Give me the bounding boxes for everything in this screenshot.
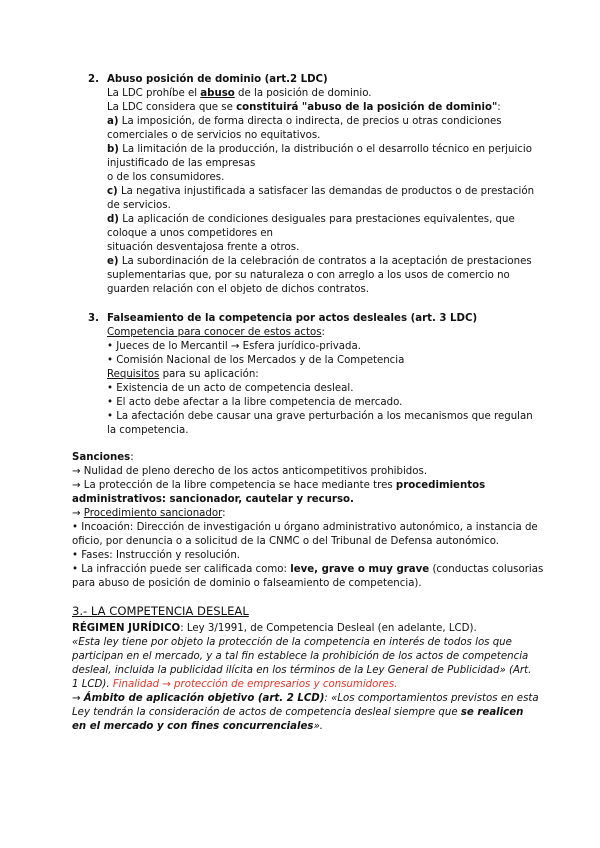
paragraph-line: Sanciones: — [72, 452, 134, 463]
quote-line: en el mercado y con fines concurrenciales». — [72, 721, 323, 732]
section-title: Abuso posición de dominio (art.2 LDC) — [107, 74, 328, 85]
paragraph-line: situación desventajosa frente a otros. — [107, 242, 300, 253]
bullet-item: • Fases: Instrucción y resolución. — [72, 550, 241, 561]
list-item-a: a) La imposición, de forma directa o indirecta, de precios u otras condiciones — [107, 116, 502, 127]
paragraph-line: → Nulidad de pleno derecho de los actos anticompetitivos prohibidos. — [72, 466, 428, 477]
list-item-c: c) La negativa injustificada a satisfacer las demandas de productos o de prestación — [107, 186, 535, 197]
section-number: 2. — [88, 74, 99, 85]
paragraph-line: coloque a unos competidores en — [107, 228, 274, 239]
quote-line: Ley tendrán la consideración de actos de competencia desleal siempre que se realicen — [72, 707, 524, 718]
finalidad-highlight: Finalidad → protección de empresarios y consumidores. — [112, 679, 398, 690]
paragraph-line: RÉGIMEN JURÍDICO: Ley 3/1991, de Competencia Desleal (en adelante, LCD). — [72, 623, 477, 634]
bullet-item: • Incoación: Dirección de investigación u órgano administrativo autonómico, a instancia de — [72, 522, 538, 533]
quote-line: 1 LCD). Finalidad → protección de empresarios y consumidores. — [72, 679, 398, 690]
paragraph-line: de servicios. — [107, 200, 171, 211]
paragraph-line: La LDC prohíbe el abuso de la posición de dominio. — [107, 88, 372, 99]
paragraph-line: guarden relación con el objeto de dichos contratos. — [107, 284, 369, 295]
list-item-b: b) La limitación de la producción, la distribución o el desarrollo técnico en perjuicio — [107, 144, 532, 155]
paragraph-line: → La protección de la libre competencia se hace mediante tres procedimientos — [72, 480, 486, 491]
bullet-item: • El acto debe afectar a la libre competencia de mercado. — [107, 397, 403, 408]
quote-line: «Esta ley tiene por objeto la protección de la competencia en interés de todos los que — [72, 637, 512, 648]
list-item-d: d) La aplicación de condiciones desiguales para prestaciones equivalentes, que — [107, 214, 515, 225]
quote-line: participan en el mercado, y a tal fin establece la prohibición de los actos de competencia — [72, 651, 529, 662]
quote-line: → Ámbito de aplicación objetivo (art. 2 LCD): «Los comportamientos previstos en esta — [72, 693, 539, 704]
paragraph-line: Requisitos para su aplicación: — [107, 369, 259, 380]
bullet-item: • La infracción puede ser calificada como: leve, grave o muy grave (conductas colusorias — [72, 564, 544, 575]
paragraph-line: suplementarias que, por su naturaleza o con arreglo a los usos de comercio no — [107, 270, 510, 281]
paragraph-line: comerciales o de servicios no equitativos. — [107, 130, 321, 141]
paragraph-line: injustificado de las empresas — [107, 158, 256, 169]
paragraph-line: → Procedimiento sancionador: — [72, 508, 226, 519]
paragraph-line: Competencia para conocer de estos actos: — [107, 327, 325, 338]
paragraph-line: administrativos: sancionador, cautelar y recurso. — [72, 494, 354, 505]
paragraph-line: para abuso de posición de dominio o falseamiento de competencia). — [72, 578, 422, 589]
bullet-item: • La afectación debe causar una grave perturbación a los mecanismos que regulan — [107, 411, 533, 422]
section-heading: 3.- LA COMPETENCIA DESLEAL — [72, 604, 249, 618]
paragraph-line: la competencia. — [107, 425, 189, 436]
paragraph-line: oficio, por denuncia o a solicitud de la CNMC o del Tribunal de Defensa autonómico. — [72, 536, 499, 547]
emphasis-abuso: abuso — [200, 88, 235, 99]
paragraph-line: o de los consumidores. — [107, 172, 225, 183]
bullet-item: • Existencia de un acto de competencia desleal. — [107, 383, 354, 394]
bullet-item: • Jueces de lo Mercantil → Esfera jurídico-privada. — [107, 341, 361, 352]
section-title: Falseamiento de la competencia por actos desleales (art. 3 LDC) — [107, 313, 478, 324]
quote-line: desleal, incluida la publicidad ilícita en los términos de la Ley General de Publicidad» (Art. — [72, 665, 532, 676]
bullet-item: • Comisión Nacional de los Mercados y de la Competencia — [107, 355, 405, 366]
list-item-e: e) La subordinación de la celebración de contratos a la aceptación de prestaciones — [107, 256, 532, 267]
section-number: 3. — [88, 313, 99, 324]
paragraph-line: La LDC considera que se constituirá "abuso de la posición de dominio": — [107, 102, 501, 113]
